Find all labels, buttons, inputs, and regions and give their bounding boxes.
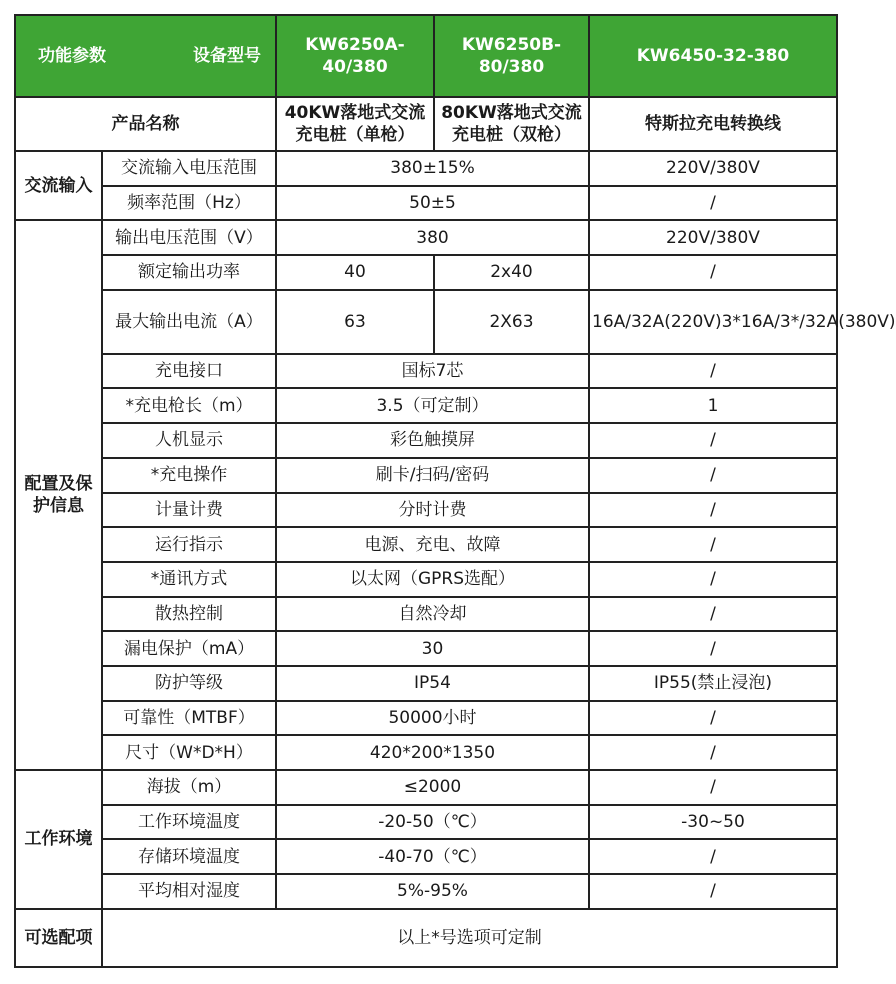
spec-row [15,562,837,597]
value-shared: 3.5（可定制） [276,388,589,423]
spec-row [15,151,837,186]
param-label: 额定输出功率 [102,255,276,290]
section-label: 交流输入 [15,151,102,220]
spec-row [15,290,837,354]
param-label: 工作环境温度 [102,805,276,840]
value-shared: 380±15% [276,151,589,186]
param-label: 充电接口 [102,354,276,389]
section-label: 工作环境 [15,770,102,909]
params-label: 功能参数 [38,46,106,66]
spec-row [15,423,837,458]
value-c: / [589,701,837,736]
spec-row [15,839,837,874]
param-label: 平均相对湿度 [102,874,276,909]
value-shared: 30 [276,631,589,666]
param-label: *充电枪长（m） [102,388,276,423]
model-b: KW6250B-80/380 [434,15,589,97]
header-corner-cell [15,15,276,97]
param-label: 人机显示 [102,423,276,458]
value-shared: 50000小时 [276,701,589,736]
value-c: / [589,735,837,770]
value-shared: -40-70（℃） [276,839,589,874]
value-c: / [589,874,837,909]
param-label: 海拔（m） [102,770,276,805]
value-c: 220V/380V [589,151,837,186]
product-name-a: 40KW落地式交流充电桩（单枪） [276,97,434,151]
header-row [15,15,837,97]
value-b: 2X63 [434,290,589,354]
value-shared: 420*200*1350 [276,735,589,770]
value-shared: 50±5 [276,186,589,221]
spec-row [15,597,837,632]
spec-row [15,255,837,290]
param-label: 漏电保护（mA） [102,631,276,666]
param-label: 散热控制 [102,597,276,632]
value-shared: 分时计费 [276,493,589,528]
spec-row [15,666,837,701]
value-c: / [589,354,837,389]
product-label: 产品名称 [15,97,276,151]
value-shared: ≤2000 [276,770,589,805]
model-c: KW6450-32-380 [589,15,837,97]
value-shared: 自然冷却 [276,597,589,632]
spec-row [15,186,837,221]
value-c: IP55(禁止浸泡) [589,666,837,701]
value-shared: 彩色触摸屏 [276,423,589,458]
value-b: 2x40 [434,255,589,290]
value-a: 40 [276,255,434,290]
param-label: *通讯方式 [102,562,276,597]
spec-row [15,874,837,909]
spec-table-body [15,15,896,909]
value-shared: 刷卡/扫码/密码 [276,458,589,493]
value-shared: 5%-95% [276,874,589,909]
product-name-c: 特斯拉充电转换线 [589,97,837,151]
value-c: / [589,458,837,493]
spec-row [15,527,837,562]
param-label: 运行指示 [102,527,276,562]
value-c: / [589,770,837,805]
value-c: / [589,597,837,632]
param-label: *充电操作 [102,458,276,493]
value-shared: IP54 [276,666,589,701]
param-label: 输出电压范围（V） [102,220,276,255]
optional-note: 以上*号选项可定制 [102,909,837,967]
spec-row [15,220,837,255]
value-c: 1 [589,388,837,423]
spec-table [14,14,896,968]
spec-row [15,770,837,805]
spec-row [15,388,837,423]
spec-row [15,735,837,770]
value-shared: -20-50（℃） [276,805,589,840]
spec-row [15,805,837,840]
value-c: / [589,255,837,290]
param-label: 交流输入电压范围 [102,151,276,186]
param-label: 防护等级 [102,666,276,701]
value-shared: 国标7芯 [276,354,589,389]
param-label: 尺寸（W*D*H） [102,735,276,770]
spec-row [15,354,837,389]
value-c: / [589,839,837,874]
param-label: 计量计费 [102,493,276,528]
spec-row [15,631,837,666]
value-c: / [589,493,837,528]
param-label: 存储环境温度 [102,839,276,874]
section-label: 配置及保护信息 [15,220,102,770]
spec-row [15,493,837,528]
value-shared: 以太网（GPRS选配） [276,562,589,597]
value-shared: 380 [276,220,589,255]
value-c: -30~50 [589,805,837,840]
optional-row [15,909,837,967]
spec-row [15,458,837,493]
value-a: 63 [276,290,434,354]
spec-row [15,701,837,736]
value-c: / [589,186,837,221]
value-c: / [589,562,837,597]
product-name-b: 80KW落地式交流充电桩（双枪） [434,97,589,151]
value-shared: 电源、充电、故障 [276,527,589,562]
value-c: / [589,423,837,458]
param-label: 频率范围（Hz） [102,186,276,221]
value-c: / [589,527,837,562]
param-label: 最大输出电流（A） [102,290,276,354]
value-c: 220V/380V [589,220,837,255]
product-row [15,97,837,151]
model-label: 设备型号 [193,46,261,66]
value-c: 16A/32A(220V)3*16A/3*/32A(380V) [589,290,837,354]
param-label: 可靠性（MTBF） [102,701,276,736]
optional-label: 可选配项 [15,909,102,967]
model-a: KW6250A-40/380 [276,15,434,97]
value-c: / [589,631,837,666]
